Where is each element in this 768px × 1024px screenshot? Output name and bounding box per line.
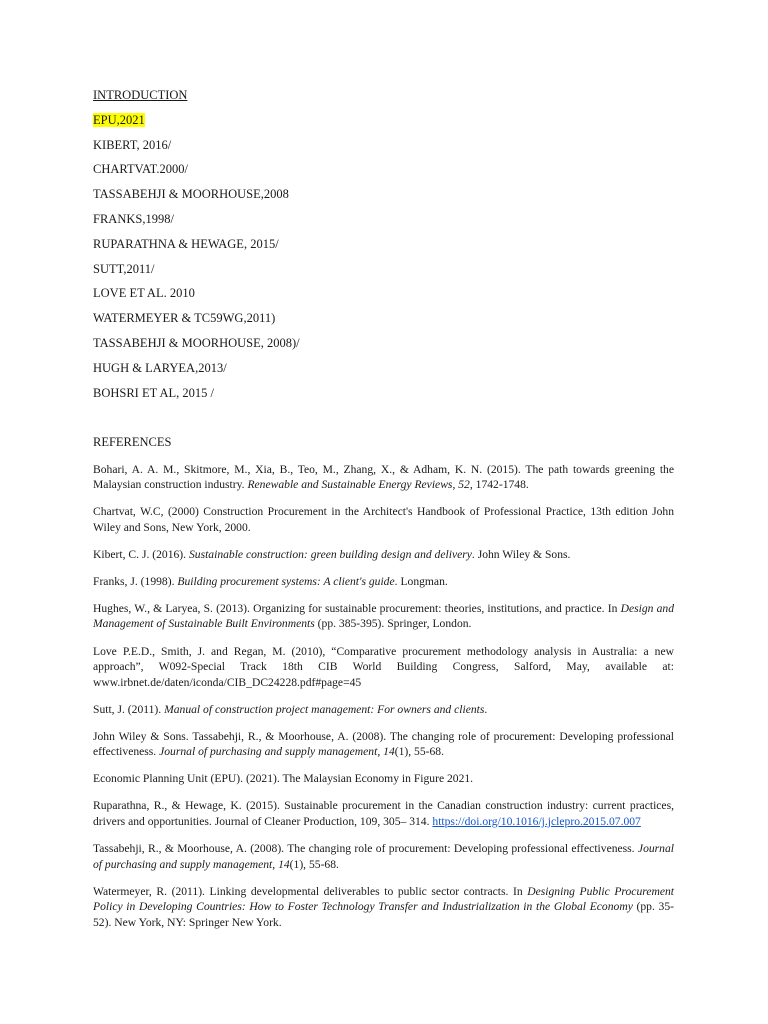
reference-entry: Love P.E.D., Smith, J. and Regan, M. (2010), “Comparative procurement methodology analysis in Australia: a new approach”, W092-Special Track 18th CIB World Building Congress, Salford, May, available at: www.irbnet.de/daten/iconda/CIB_DC24228.pdf#page=45 [93, 644, 674, 689]
intro-citation-line: LOVE ET AL. 2010 [93, 286, 195, 301]
introduction-section [93, 87, 693, 409]
intro-citation-line: FRANKS,1998/ [93, 211, 174, 226]
reference-entry: Tassabehji, R., & Moorhouse, A. (2008). The changing role of procurement: Developing professional effectiveness. Journal of purchasing and supply management, 14(1), 55-68. [93, 842, 674, 871]
highlighted-citation: EPU,2021 [93, 112, 145, 127]
intro-citation-line: BOHSRI ET AL, 2015 / [93, 385, 214, 400]
reference-entry: Sutt, J. (2011). Manual of construction project management: For owners and clients. [93, 702, 488, 716]
reference-entry: Watermeyer, R. (2011). Linking developmental deliverables to public sector contracts. In Designing Public Procurement Policy in Developing Countries: How to Foster Technology Transfer and Industrialization in the Global Economy (pp. 35-52). New York, NY: Springer New York. [93, 884, 675, 929]
intro-citation-line: KIBERT, 2016/ [93, 137, 172, 152]
intro-citation-line: TASSABEHJI & MOORHOUSE, 2008)/ [93, 335, 300, 350]
reference-entry: Bohari, A. A. M., Skitmore, M., Xia, B., Teo, M., Zhang, X., & Adham, K. N. (2015). The path towards greening the Malaysian construction industry. Renewable and Sustainable Energy Reviews, 52, 1742-1748. [93, 462, 674, 492]
references-heading: REFERENCES [93, 435, 172, 449]
reference-entry: Economic Planning Unit (EPU). (2021). The Malaysian Economy in Figure 2021. [93, 772, 474, 786]
doi-link[interactable]: https://doi.org/10.1016/j.jclepro.2015.07.007 [432, 814, 641, 828]
intro-citation-line: SUTT,2011/ [93, 261, 155, 276]
intro-citation-line: WATERMEYER & TC59WG,2011) [93, 311, 276, 326]
reference-entry: Chartvat, W.C, (2000) Construction Procurement in the Architect's Handbook of Professional Practice, 13th edition John Wiley and Sons, New York, 2000. [93, 505, 674, 534]
intro-citation-line: HUGH & LARYEA,2013/ [93, 360, 227, 375]
reference-entry: Franks, J. (1998). Building procurement systems: A client's guide. Longman. [93, 574, 448, 588]
intro-citation-line: TASSABEHJI & MOORHOUSE,2008 [93, 187, 289, 202]
reference-entry: Kibert, C. J. (2016). Sustainable construction: green building design and delivery. John Wiley & Sons. [93, 547, 571, 561]
reference-entry: John Wiley & Sons. Tassabehji, R., & Moorhouse, A. (2008). The changing role of procurement: Developing professional effectiveness. Journal of purchasing and supply management, 14(1), 55-68. [93, 729, 674, 759]
intro-citation-line: RUPARATHNA & HEWAGE, 2015/ [93, 236, 279, 251]
reference-entry: Ruparathna, R., & Hewage, K. (2015). Sustainable procurement in the Canadian construction industry: current practices, drivers and opportunities. Journal of Cleaner Production, 109, 305– 314. https://doi.org/10.1016/j.jclepro.2015.07.007 [93, 799, 674, 828]
references-section [93, 434, 674, 939]
reference-entry: Hughes, W., & Laryea, S. (2013). Organizing for sustainable procurement: theories, institutions, and practice. In Design and Management of Sustainable Built Environments (pp. 385-395). Springer, London. [93, 601, 674, 631]
intro-citation-line: CHARTVAT.2000/ [93, 162, 188, 177]
introduction-heading: INTRODUCTION [93, 88, 188, 102]
intro-citation-line [93, 112, 693, 128]
